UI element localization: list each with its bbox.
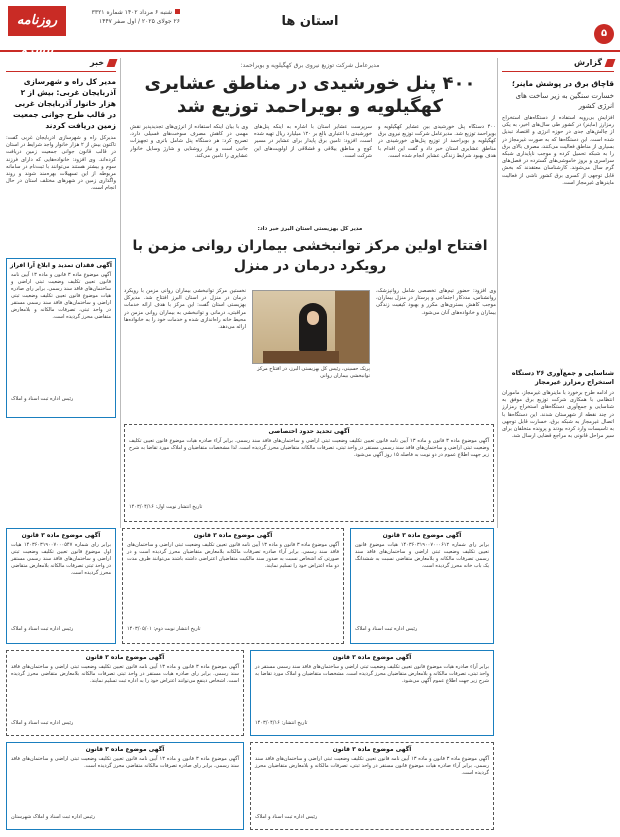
notice-footer: رئیس اداره ثبت اسناد و املاک (11, 396, 74, 402)
report-column (502, 58, 614, 831)
tag-mark-icon (605, 59, 616, 67)
notice-2 (6, 528, 116, 644)
notice-1 (124, 424, 494, 522)
notice-footer: رئیس اداره ثبت اسناد و املاک (11, 626, 74, 632)
notice-title: آگهی موضوع ماده ۳ قانون (21, 532, 101, 539)
desk-shape (263, 351, 339, 363)
news-body: مدیرکل راه و شهرسازی آذربایجان غربی گفت: تاکنون بیش از ۲ هزار خانوار واجد شرایط در استان در قالب قانون جوانی جمعیت زمین دریافت کرده‌اند. وی افزود: خانواده‌هایی که دارای فرزند سوم و بیشتر هستند می‌توانند با ثبت‌نام در سامانه مربوطه از این تسهیلات بهره‌مند شوند و روند واگذاری زمین در شهرهای مختلف استان در حال انجام است. (6, 135, 116, 192)
notice-footer: تاریخ انتشار نوبت اول: ۱۴۰۳/۰۴/۱۶ (129, 504, 203, 510)
notice-body: آگهی موضوع ماده ۳ قانون و ماده ۱۳ آیین نامه قانون تعیین تکلیف وضعیت ثبتی اراضی و ساختمان‌های فاقد سند رسمی. برابر آراء صادره هیات موضوع قانون مستقر در واحد ثبتی، تصرفات مالکانه و بلامعارض متقاضیان محرز گردیده است. (255, 756, 489, 776)
notice-footer: رئیس اداره ثبت اسناد و املاک (255, 814, 318, 820)
notice-title: آگهی موضوع ماده ۳ قانون (332, 654, 412, 661)
notice-7 (6, 742, 244, 830)
column-tag (6, 58, 116, 72)
section-title: استان ها (281, 14, 339, 29)
notice-5 (6, 650, 244, 736)
date-line-3: ۲۶ جولای ۲۰۲۵ / اول صفر ۱۴۴۷ (99, 18, 180, 25)
report-headline: قاچاق برق در پوشش ماینر؛ (512, 79, 614, 88)
column-tag-label: خبر (89, 58, 104, 67)
column-divider (120, 58, 121, 528)
page-header (0, 0, 620, 58)
report-body-2: در ادامه طرح برخورد با ماینرهای غیرمجاز، ماموران انتظامی با همکاری شرکت توزیع برق موفق به شناسایی و جمع‌آوری دستگاه‌های استخراج رمزارز در چند نقطه از شهرستان شدند. این دستگاه‌ها با اتصال غیرمجاز به شبکه برق، خسارت قابل توجهی به تاسیسات وارد کرده بودند و پرونده متخلفان برای سیر مراحل قانونی به مراجع قضایی ارسال شد. (502, 390, 614, 440)
notice-8 (250, 742, 494, 830)
tag-mark-icon (107, 59, 118, 67)
notice-body: برابر رای شماره ۱۴۰۳۶۰۳۱۹۰۰۷۰۰۰۶۱۲ هیات موضوع قانون تعیین تکلیف وضعیت ثبتی اراضی و ساختمان‌های فاقد سند رسمی تصرفات مالکانه و بلامعارض متقاضی نسبت به ششدانگ یک باب خانه محرز گردیده است. (355, 542, 489, 569)
issue-number: شماره ۳۳۲۱ (91, 9, 123, 16)
newspaper-logo: روزنامه پیشرو (8, 6, 66, 36)
report-subhead-2: شناسایی و جمع‌آوری ۲۶ دستگاه استخراج رمزارز غیرمجاز (511, 369, 614, 386)
notice-title: آگهی فقدان تمدید و ابلاغ آرا افراز (10, 262, 112, 269)
notice-body: آگهی موضوع ماده ۳ قانون و ماده ۱۳ آیین نامه قانون تعیین تکلیف وضعیت ثبتی اراضی و ساختمان‌های فاقد سند رسمی. برابر رای صادره هیات مستقر در واحد ثبتی تصرفات مالکانه بلامعارض متقاضی محرز گردیده است. اشخاص ذینفع می‌توانند اعتراض خود را به اداره ثبت تسلیم نمایند. (11, 664, 239, 684)
news-column (6, 58, 116, 265)
notice-title: آگهی موضوع ماده ۳ قانون (332, 746, 412, 753)
notice-footer: رئیس اداره ثبت اسناد و املاک (355, 626, 418, 632)
story2-body-left: نخستین مرکز توانبخشی بیماران روانی مزمن با رویکرد درمان در منزل در استان البرز افتتاح شد. مدیرکل بهزیستی استان گفت: این مرکز با هدف ارائه خدمات مراقبتی، درمانی و توانبخشی به بیماران روانی مزمن در محیط خانه راه‌اندازی شده و خدمات خود را به خانواده‌ها ارائه می‌دهد. (124, 288, 246, 331)
notice-3 (122, 528, 344, 644)
page-number-badge: ۵ (594, 24, 614, 44)
notice-body: برابر رای شماره ۱۴۰۳۶۰۳۱۹۰۰۷۰۰۰۵۴۷ هیات اول موضوع قانون تعیین تکلیف وضعیت ثبتی اراضی و ساختمان‌های فاقد سند رسمی مستقر در واحد ثبتی تصرفات مالکانه بلامعارض متقاضی محرز گردیده است. (11, 542, 111, 576)
main-col-1: ۴۰۰ دستگاه پنل خورشیدی بین عشایر کهگیلویه و بویراحمد توزیع شد. مدیرعامل شرکت توزیع نیروی برق کهگیلویه و بویراحمد از توزیع پنل‌های خورشیدی در مناطق عشایری استان خبر داد و گفت این اقدام با هدف بهبود شرایط زندگی عشایر انجام شده است. (378, 124, 496, 159)
notice-footer: رئیس اداره ثبت اسناد و املاک (11, 720, 74, 726)
date-info (70, 8, 180, 26)
notice-title: آگهی موضوع ماده ۳ قانون (382, 532, 462, 539)
notice-4 (350, 528, 494, 644)
notice-footer: رئیس اداره ثبت اسناد و املاک شهرستان (11, 814, 95, 820)
notice-footer: تاریخ انتشار: ۱۴۰۳/۰۴/۱۶ (255, 720, 308, 726)
notice-6 (250, 650, 494, 736)
notice-title: آگهی موضوع ماده ۳ قانون (193, 532, 273, 539)
notice-body: آگهی موضوع ماده ۳ قانون و ماده ۱۳ آیین نامه قانون تعیین تکلیف وضعیت ثبتی اراضی و ساختمان‌های فاقد سند رسمی. برابر آراء صادره تصرفات مالکانه بلامعارض متقاضیان محرز گردیده است و در صورتی که اشخاص نسبت به صدور سند مالکیت متقاضیان اعتراضی داشته باشند می‌توانند ظرف مدت دو ماه اعتراض خود را تسلیم نمایند. (127, 542, 339, 569)
main-headline: ۴۰۰ پنل خورشیدی در مناطق عشایری کهگیلویه و بویراحمد توزیع شد (144, 73, 476, 117)
story2-headline: افتتاح اولین مرکز توانبخشی بیماران روانی مزمن با رویکرد درمان در منزل (132, 238, 488, 274)
main-col-3: وی با بیان اینکه استفاده از انرژی‌های تجدیدپذیر نقش مهمی در کاهش مصرف سوخت‌های فسیلی دارد، تصریح کرد: هر دستگاه پنل شامل باتری و تجهیزات جانبی است و نیاز روشنایی و شارژ وسایل خانوار عشایری را تامین می‌کند. (130, 124, 248, 159)
notice-body: برابر آراء صادره هیات موضوع قانون تعیین تکلیف وضعیت ثبتی اراضی و ساختمان‌های فاقد سند رسمی مستقر در واحد ثبتی، تصرفات مالکانه و بلامعارض متقاضیان محرز گردیده است. مشخصات متقاضیان و املاک مورد تقاضا به شرح زیر جهت اطلاع عموم آگهی می‌شود. (255, 664, 489, 684)
main-kicker: مدیرعامل شرکت توزیع نیروی برق کهگیلویه و بویراحمد: (240, 62, 380, 69)
notice-body: آگهی موضوع ماده ۳ قانون و ماده ۱۳ آیین نامه قانون تعیین تکلیف وضعیت ثبتی اراضی و ساختمان‌های فاقد سند رسمی. برابر رای صادره هیات موضوع قانون تعیین تکلیف وضعیت ثبتی اراضی و ساختمان‌های فاقد سند رسمی مستقر در واحد ثبتی، تصرفات مالکانه و بلامعارض متقاضی محرز گردیده است. (11, 272, 111, 320)
notice-title: آگهی موضوع ماده ۳ قانون (85, 654, 165, 661)
face-shape (307, 311, 319, 325)
notice-body: آگهی موضوع ماده ۳ قانون و ماده ۱۳ آیین نامه قانون تعیین تکلیف وضعیت ثبتی اراضی و ساختمان‌های فاقد سند رسمی. برابر آراء صادره هیات موضوع قانون تعیین تکلیف وضعیت ثبتی اراضی و ساختمان‌های فاقد سند رسمی مستقر در واحد ثبتی، تصرفات مالکانه متقاضیان محرز گردیده است. لذا مشخصات متقاضیان و املاک مورد تقاضا به شرح زیر جهت اطلاع عموم در دو نوبت به فاصله ۱۵ روز آگهی می‌شود. (129, 438, 489, 458)
red-square-icon (175, 9, 180, 14)
notice-body: آگهی موضوع ماده ۳ قانون و ماده ۱۳ آیین نامه قانون تعیین تکلیف وضعیت ثبتی اراضی و ساختمان‌های فاقد سند رسمی. برابر رای صادره تصرفات مالکانه متقاضی محرز گردیده است. (11, 756, 239, 769)
story2-kicker: مدیر کل بهزیستی استان البرز خبر داد: (257, 226, 363, 232)
report-body: افزایش بی‌رویه استفاده از دستگاه‌های استخراج رمزارز (ماینر) در کشور طی سال‌های اخیر، به یکی از چالش‌های جدی در حوزه انرژی و اقتصاد تبدیل شده است. این دستگاه‌ها که به صورت غیرمجاز در بسیاری از مناطق فعالیت می‌کنند، مصرف بالای برق را به شبکه تحمیل کرده و موجب ناپایداری شبکه سراسری و بروز خاموشی‌های گسترده در فصل‌های گرم سال می‌شوند. کارشناسان معتقدند که بخش قابل توجهی از کسری برق کشور ناشی از فعالیت ماینرهای غیرمجاز است. (502, 115, 614, 186)
main-col-2: سرپرست عشایر استان با اشاره به اینکه پنل‌های خورشیدی با اعتباری بالغ بر ۱۲۰ میلیارد ریال تهیه شده است، افزود: تامین برق پایدار برای عشایر در مسیر کوچ و مناطق ییلاقی و قشلاقی از اولویت‌های این شرکت است. (254, 124, 372, 159)
column-tag-label: گزارش (573, 58, 602, 67)
date-line-1: شنبه ۶ مرداد ۱۴۰۲ (124, 9, 172, 16)
bookshelf-shape (335, 291, 369, 364)
notice-footer: تاریخ انتشار نوبت دوم: ۱۴۰۳/۰۵/۰۱ (127, 626, 201, 632)
column-tag (502, 58, 614, 72)
news-headline: مدیر کل راه و شهرسازی آذربایجان غربی: بیش از ۲ هزار خانوار آذربایجان غربی در قالب طرح جوانی جمعیت زمین دریافت کردند (13, 77, 116, 130)
column-divider (497, 58, 498, 528)
photo-caption: پرنک حسینی، رئیس کل بهزیستی البرز، در افتتاح مرکز توانبخشی بیماران روانی (257, 366, 370, 379)
notice-title: آگهی تحدید حدود اختصاصی (268, 428, 350, 435)
story-photo (252, 290, 370, 364)
main-story-columns (124, 124, 496, 234)
report-subhead: خسارت سنگین به زیر ساخت های انرژی کشور (515, 92, 614, 110)
legal-notice-box (6, 258, 116, 418)
story2-body-right: وی افزود: حضور تیم‌های تخصصی شامل روانپزشک، روانشناس، مددکار اجتماعی و پرستار در منزل بیماران، موجب کاهش بستری‌های مکرر و بهبود کیفیت زندگی بیماران و خانواده‌های آنان می‌شود. (376, 288, 496, 316)
notice-title: آگهی موضوع ماده ۳ قانون (85, 746, 165, 753)
